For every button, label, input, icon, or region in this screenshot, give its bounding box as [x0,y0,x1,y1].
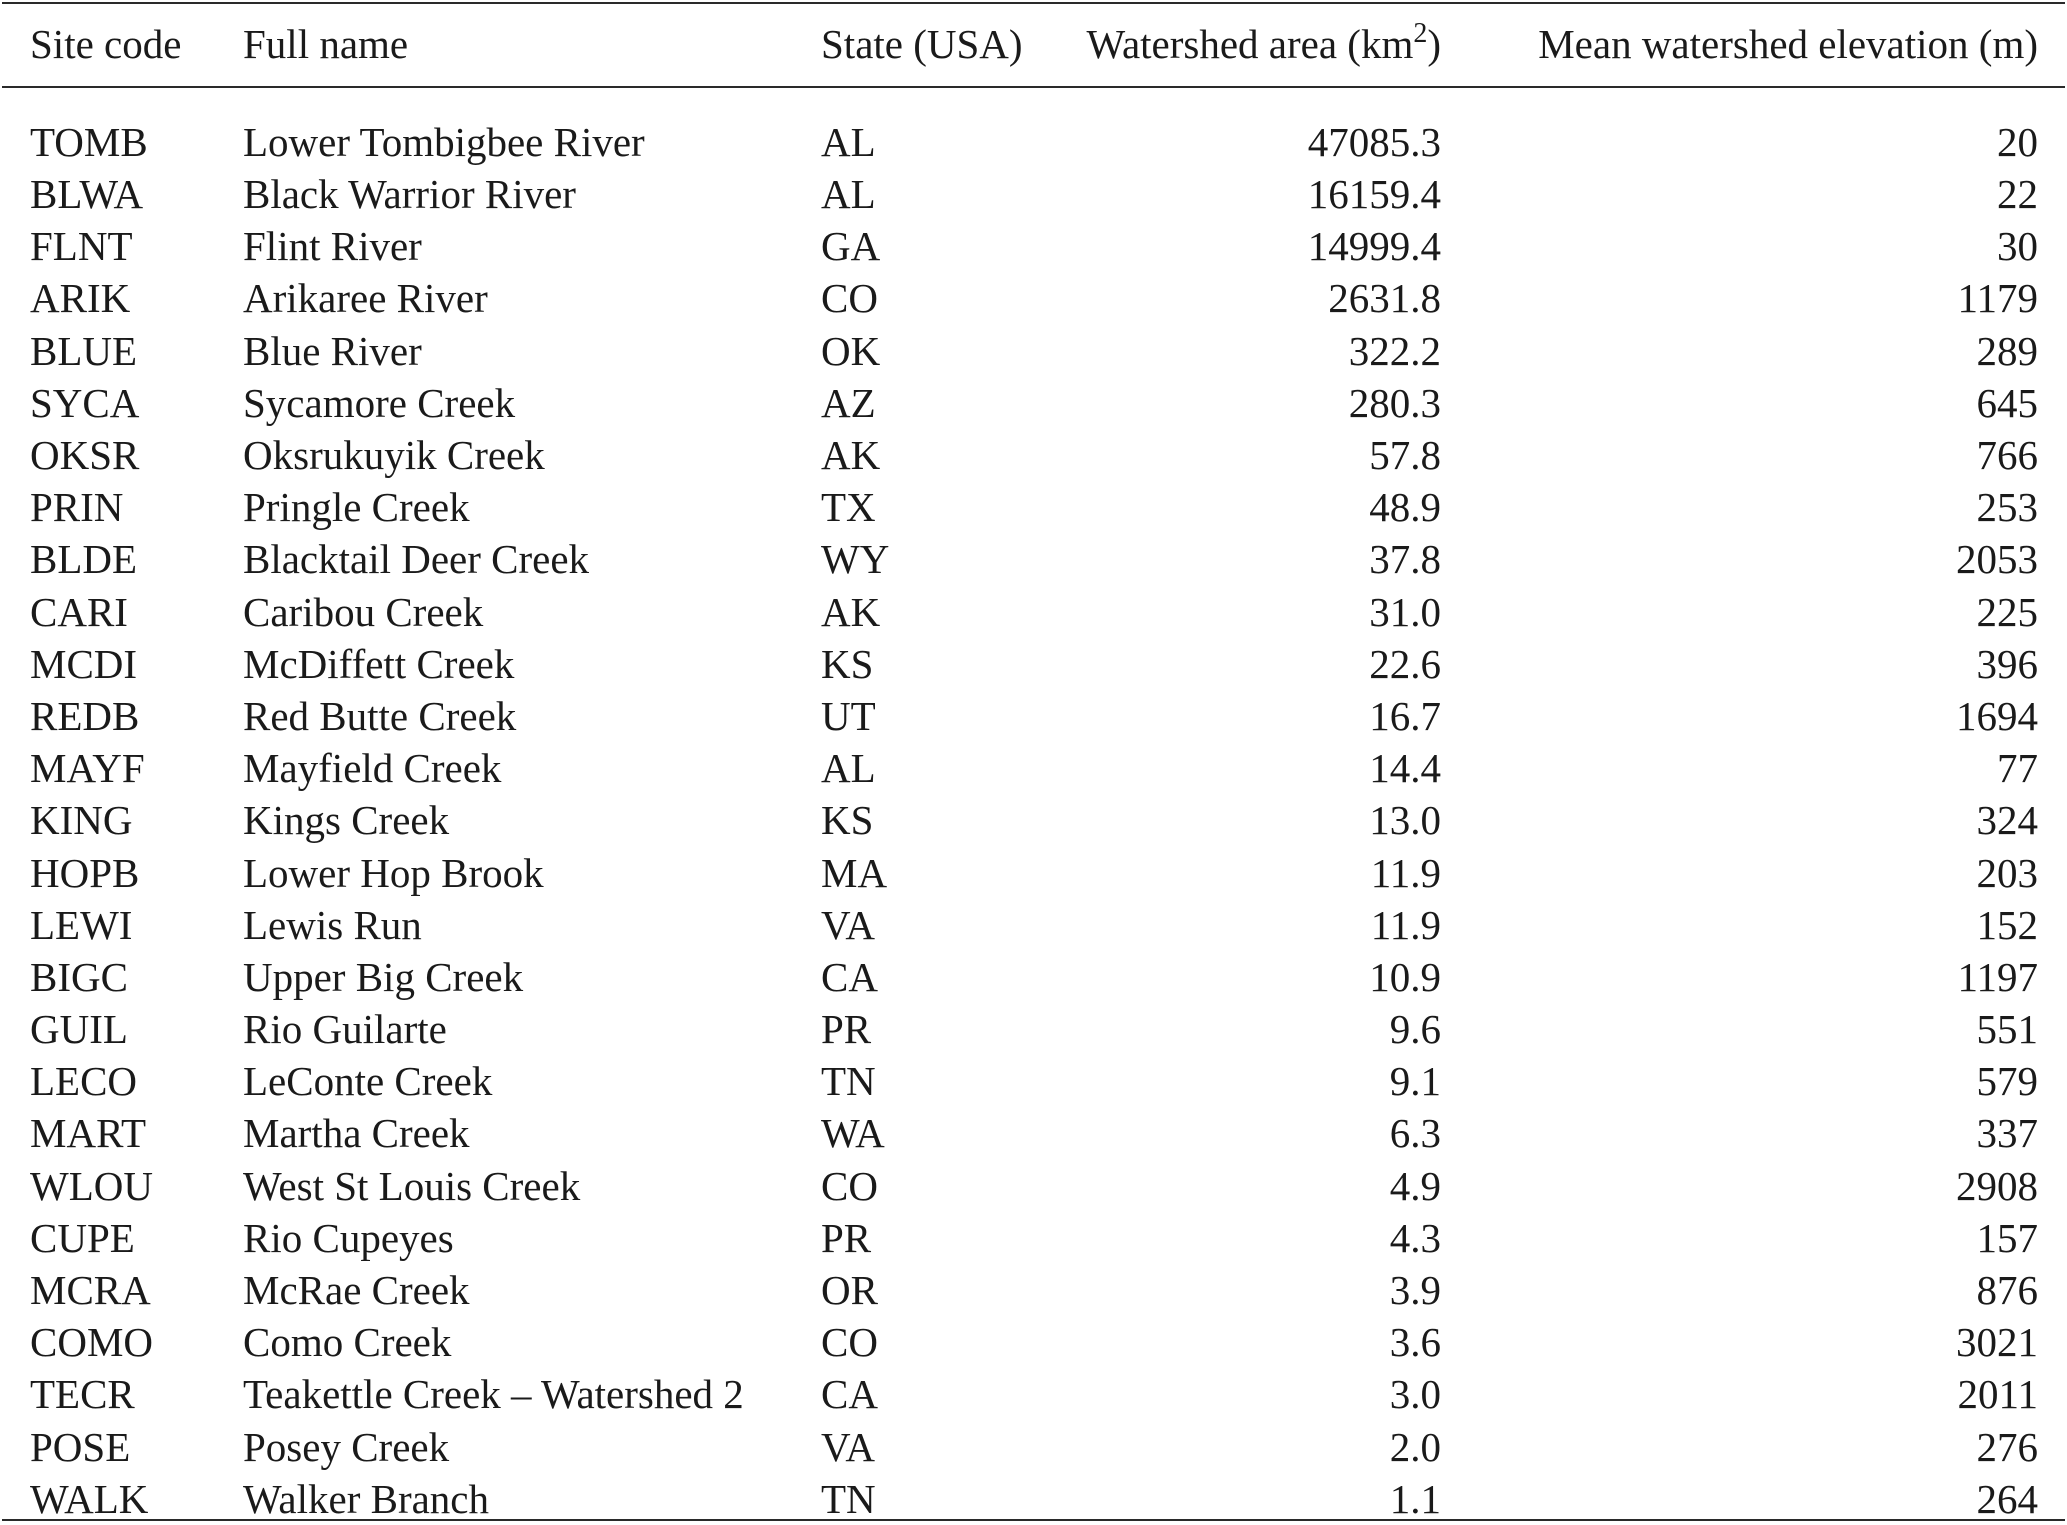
watershed-area-cell: 3.9 [1389,1267,1441,1314]
site-code-cell: TOMB [30,119,148,165]
full-name-cell: Flint River [243,223,422,270]
watershed-area-cell: 4.3 [1389,1214,1441,1261]
site-code-cell: BIGC [30,953,128,1000]
state-cell: WY [821,536,890,583]
state-cell: WA [821,1110,885,1157]
watershed-area-cell: 11.9 [1370,901,1441,948]
table-header [0,0,2067,88]
watershed-area-cell: 13.0 [1369,797,1441,844]
full-name-cell: Caribou Creek [243,588,484,635]
site-code-cell: LECO [30,1058,138,1105]
site-code-cell: POSE [30,1423,131,1470]
mean-elevation-cell: 766 [1976,432,2038,479]
watershed-area-cell: 48.9 [1369,484,1441,531]
mean-elevation-cell: 22 [1997,171,2038,218]
header-mean-elevation: Mean watershed elevation (m) [1538,21,2038,67]
full-name-cell: Rio Guilarte [243,1006,447,1053]
state-cell: KS [821,797,874,844]
site-code-cell: CUPE [30,1214,135,1261]
site-code-cell: CARI [30,588,128,635]
watershed-area-cell: 4.9 [1389,1162,1441,1209]
watershed-area-cell: 16.7 [1369,692,1441,739]
watershed-area-cell: 3.6 [1389,1319,1441,1366]
watershed-area-cell: 9.1 [1389,1058,1441,1105]
table-row [0,1368,2067,1420]
full-name-cell: Blacktail Deer Creek [243,536,590,583]
state-cell: AL [821,745,876,792]
site-code-cell: BLUE [30,327,138,374]
state-cell: CA [821,1371,878,1418]
state-cell: TN [821,1475,876,1522]
state-cell: VA [821,1423,875,1470]
table-row [0,1421,2067,1473]
watershed-area-cell: 11.9 [1370,849,1441,896]
mean-elevation-cell: 152 [1976,901,2038,948]
watershed-area-cell: 6.3 [1389,1110,1441,1157]
table-row [0,377,2067,429]
state-cell: AK [821,432,881,479]
site-code-cell: GUIL [30,1006,128,1053]
watershed-area-cell: 14.4 [1369,745,1441,792]
table-row [0,846,2067,898]
full-name-cell: Red Butte Creek [243,692,517,739]
table-body [0,88,2067,1525]
full-name-cell: Walker Branch [243,1475,489,1522]
site-code-cell: REDB [30,692,140,739]
table-row [0,638,2067,690]
state-cell: AL [821,119,876,165]
state-cell: AL [821,171,876,218]
mean-elevation-cell: 2011 [1957,1371,2038,1418]
full-name-cell: Como Creek [243,1319,452,1366]
mean-elevation-cell: 30 [1997,223,2038,270]
site-code-cell: LEWI [30,901,133,948]
site-code-cell: TECR [30,1371,135,1418]
state-cell: UT [821,692,876,739]
full-name-cell: Lewis Run [243,901,422,948]
full-name-cell: Sycamore Creek [243,379,516,426]
table-row [0,1264,2067,1316]
site-code-cell: HOPB [30,849,140,896]
watershed-area-cell: 57.8 [1369,432,1441,479]
watershed-area-cell: 47085.3 [1307,119,1441,165]
table-row [0,325,2067,377]
full-name-cell: Teakettle Creek – Watershed 2 [243,1371,744,1418]
site-code-cell: BLWA [30,171,144,218]
table-row [0,690,2067,742]
watershed-area-cell: 22.6 [1369,640,1441,687]
table-row [0,1055,2067,1107]
table-row [0,1003,2067,1055]
state-cell: OR [821,1267,878,1314]
watershed-area-cell: 1.1 [1389,1475,1441,1522]
state-cell: CO [821,275,878,322]
site-code-cell: MCDI [30,640,138,687]
full-name-cell: Arikaree River [243,275,488,322]
table-row [0,168,2067,220]
state-cell: CO [821,1162,878,1209]
full-name-cell: Martha Creek [243,1110,470,1157]
mean-elevation-cell: 2053 [1956,536,2038,583]
table-row [0,1473,2067,1525]
header-area-close: ) [1427,21,1441,67]
watershed-area-cell: 37.8 [1369,536,1441,583]
watershed-area-cell: 2.0 [1389,1423,1441,1470]
mean-elevation-cell: 551 [1976,1006,2038,1053]
header-state: State (USA) [821,21,1023,67]
site-code-cell: KING [30,797,133,844]
site-code-cell: SYCA [30,379,140,426]
full-name-cell: Lower Tombigbee River [243,119,645,165]
header-area-text: Watershed area (km [1086,21,1414,67]
site-code-cell: MCRA [30,1267,151,1314]
watershed-area-cell: 14999.4 [1307,223,1441,270]
mean-elevation-cell: 396 [1976,640,2038,687]
watershed-area-cell: 280.3 [1348,379,1441,426]
mean-elevation-cell: 264 [1976,1475,2038,1522]
full-name-cell: West St Louis Creek [243,1162,581,1209]
state-cell: TX [821,484,876,531]
header-watershed-area [1071,0,1471,88]
state-cell: PR [821,1006,872,1053]
full-name-cell: Black Warrior River [243,171,576,218]
table-row [0,951,2067,1003]
full-name-cell: McRae Creek [243,1267,470,1314]
mean-elevation-cell: 324 [1976,797,2038,844]
table-row [0,88,2067,168]
table-row [0,533,2067,585]
state-cell: MA [821,849,888,896]
table-row [0,220,2067,272]
header-row [0,0,2067,88]
state-cell: AK [821,588,881,635]
mean-elevation-cell: 1694 [1956,692,2038,739]
site-code-cell: MART [30,1110,146,1157]
table-row [0,429,2067,481]
watershed-area-cell: 10.9 [1369,953,1441,1000]
full-name-cell: Lower Hop Brook [243,849,544,896]
full-name-cell: Kings Creek [243,797,450,844]
site-code-cell: MAYF [30,745,145,792]
state-cell: GA [821,223,881,270]
full-name-cell: Mayfield Creek [243,745,502,792]
state-cell: PR [821,1214,872,1261]
table-row [0,899,2067,951]
header-area-superscript: 2 [1413,18,1428,49]
state-cell: AZ [821,379,876,426]
state-cell: TN [821,1058,876,1105]
table-row [0,272,2067,324]
table-row [0,1316,2067,1368]
site-code-cell: FLNT [30,223,133,270]
mean-elevation-cell: 20 [1997,119,2038,165]
table-row [0,1107,2067,1159]
mean-elevation-cell: 2908 [1956,1162,2038,1209]
mean-elevation-cell: 1179 [1957,275,2038,322]
table-row [0,742,2067,794]
state-cell: CO [821,1319,878,1366]
header-full-name: Full name [243,21,409,67]
table-row [0,794,2067,846]
mean-elevation-cell: 225 [1976,588,2038,635]
mean-elevation-cell: 1197 [1957,953,2038,1000]
full-name-cell: Blue River [243,327,422,374]
full-name-cell: Pringle Creek [243,484,470,531]
mean-elevation-cell: 203 [1976,849,2038,896]
watershed-area-cell: 3.0 [1389,1371,1441,1418]
table-row [0,586,2067,638]
table-row [0,481,2067,533]
mean-elevation-cell: 276 [1976,1423,2038,1470]
mean-elevation-cell: 876 [1976,1267,2038,1314]
state-cell: VA [821,901,875,948]
state-cell: OK [821,327,881,374]
watershed-area-cell: 31.0 [1369,588,1441,635]
mean-elevation-cell: 253 [1976,484,2038,531]
mean-elevation-cell: 3021 [1956,1319,2038,1366]
full-name-cell: Upper Big Creek [243,953,524,1000]
watershed-area-cell: 2631.8 [1328,275,1441,322]
state-cell: KS [821,640,874,687]
mean-elevation-cell: 289 [1976,327,2038,374]
watershed-area-cell: 322.2 [1348,327,1441,374]
header-site-code: Site code [30,21,182,67]
watershed-area-cell: 9.6 [1389,1006,1441,1053]
site-code-cell: WLOU [30,1162,153,1209]
full-name-cell: Posey Creek [243,1423,450,1470]
full-name-cell: McDiffett Creek [243,640,515,687]
site-code-cell: BLDE [30,536,138,583]
site-code-cell: COMO [30,1319,154,1366]
mean-elevation-cell: 157 [1976,1214,2038,1261]
site-code-cell: OKSR [30,432,140,479]
mean-elevation-cell: 579 [1976,1058,2038,1105]
mean-elevation-cell: 77 [1997,745,2038,792]
full-name-cell: LeConte Creek [243,1058,493,1105]
site-code-cell: ARIK [30,275,131,322]
full-name-cell: Rio Cupeyes [243,1214,454,1261]
state-cell: CA [821,953,878,1000]
mean-elevation-cell: 337 [1976,1110,2038,1157]
mean-elevation-cell: 645 [1976,379,2038,426]
site-code-cell: WALK [30,1475,149,1522]
table-row [0,1160,2067,1212]
full-name-cell: Oksrukuyik Creek [243,432,545,479]
site-code-cell: PRIN [30,484,124,531]
watershed-area-cell: 16159.4 [1307,171,1441,218]
table-row [0,1212,2067,1264]
